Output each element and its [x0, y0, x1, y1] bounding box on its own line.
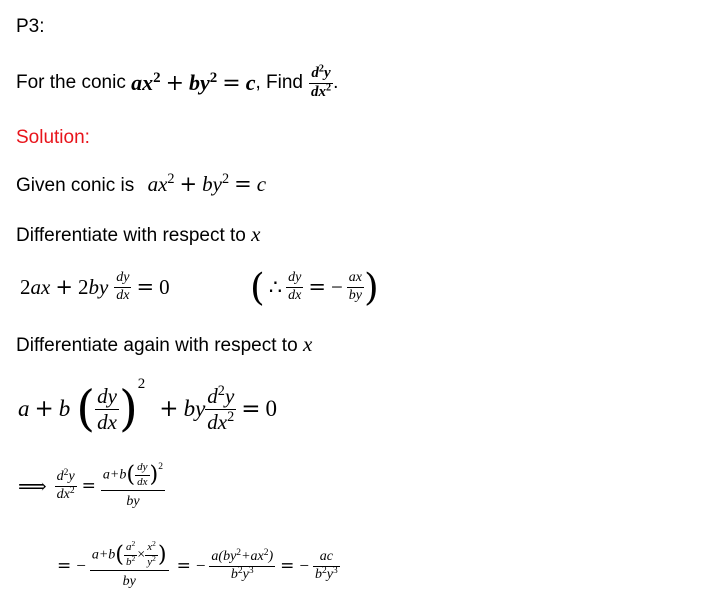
step2-line [16, 332, 312, 357]
given-text: Given conic is [16, 175, 135, 196]
step1-line [16, 222, 260, 247]
solution-heading: Solution: [16, 127, 90, 148]
given-equation: $ax^2 + by^2 = c$ [147, 171, 267, 196]
given-line [16, 172, 266, 197]
implication-step: ⟹ $\frac{d^2y}{dx^2}$ = a+b( $\frac{dy}{dx}$ )$^2$ by [18, 461, 164, 510]
statement-suffix: , Find [255, 72, 304, 93]
first-derivative-result: ( ∴ $\frac{dy}{dx}$ = − $\frac{ax}{by}$ ) [250, 265, 379, 309]
step2-var: x [302, 332, 313, 356]
step2-text: Differentiate again with respect to [16, 335, 298, 356]
final-result: = − a+b( $\frac{a^2}{b^2}$ × $\frac{x^2}{y^2}$ ) by = − $\frac{a(by^2+ax^2)}{b^2y^3}$ = − $\frac{ac}{b^2y^3}$ [57, 539, 338, 590]
step1-var: x [251, 222, 261, 246]
second-derivative-equation: a + b ( $\frac{dy}{dx}$ ) 2 + by $\frac{d^2y}{dx^2}$ = 0 [18, 376, 278, 437]
conic-equation: $ax^2 + by^2 = c$ [131, 69, 256, 96]
problem-statement [16, 60, 338, 106]
first-derivative-equation: 2 ax + 2 by $\frac{dy}{dx}$ = 0 [20, 269, 170, 303]
statement-end: . [333, 72, 339, 93]
second-derivative-fraction: $\frac{d^2y}{dx^2}$ [311, 63, 332, 100]
step1-text: Differentiate with respect to [16, 225, 246, 246]
statement-prefix: For the conic [16, 72, 132, 93]
problem-label: P3: [16, 16, 45, 37]
